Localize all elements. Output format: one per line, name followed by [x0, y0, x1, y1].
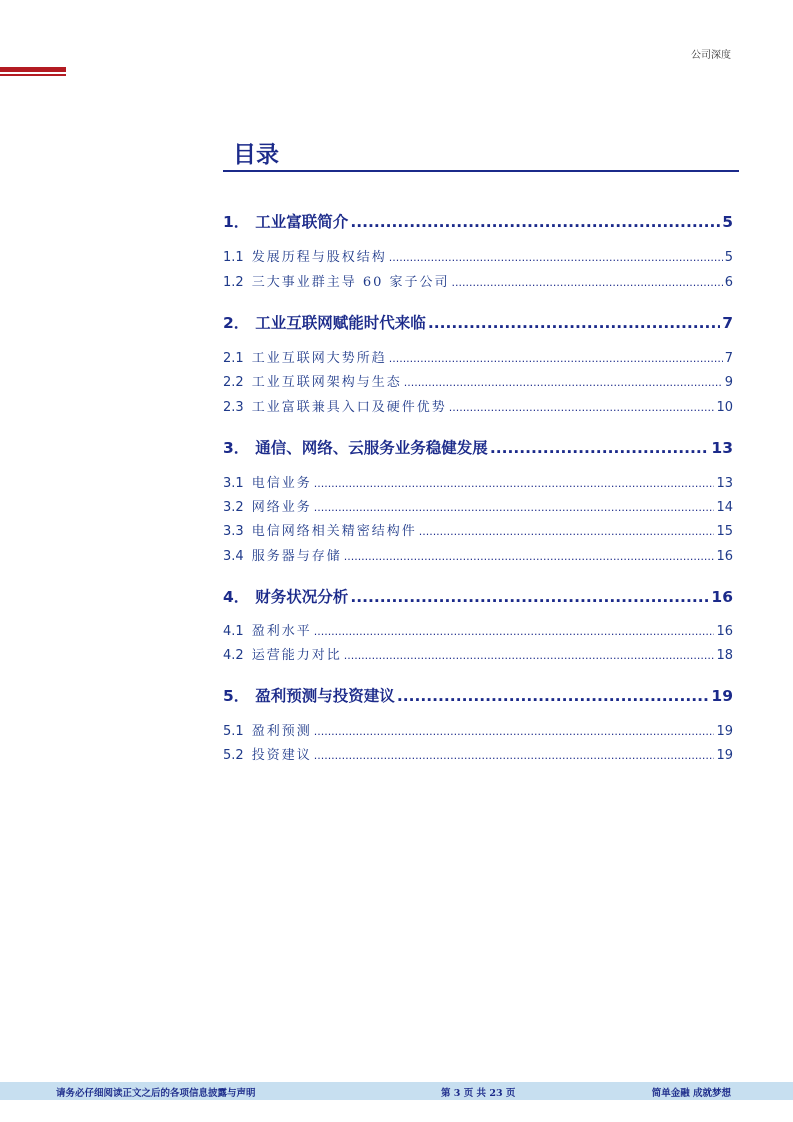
- toc-entry-number: 5．: [223, 687, 250, 705]
- toc-entry-page: 19: [711, 687, 733, 705]
- toc-entry-number: 3.2: [223, 500, 244, 515]
- toc-entry-text: 电信业务: [251, 476, 312, 491]
- toc-entry-page: 16: [716, 549, 733, 564]
- toc-entry-3-4[interactable]: [223, 545, 733, 564]
- toc-entry-3-2[interactable]: [223, 496, 733, 515]
- toc-entry-2-1[interactable]: [223, 347, 733, 366]
- toc-entry-number: 2.1: [223, 351, 244, 366]
- toc-entry-page: 18: [716, 648, 733, 663]
- toc-entry-1-2[interactable]: [223, 271, 733, 290]
- toc-entry-1[interactable]: [223, 210, 733, 232]
- toc-entry-text: 网络业务: [251, 500, 312, 515]
- toc-entry-text: 工业富联简介: [255, 212, 349, 231]
- toc-entry-number: 4．: [223, 588, 250, 606]
- toc-leader-dots: [314, 625, 715, 638]
- toc-leader-dots: [314, 725, 715, 738]
- toc-entry-text: 运营能力对比: [251, 648, 342, 663]
- toc-leader-dots: [314, 749, 715, 762]
- footer-slogan: 简单金融 成就梦想: [651, 1088, 731, 1099]
- toc-entry-3-3[interactable]: [223, 520, 733, 539]
- footer-bar: [0, 1082, 793, 1100]
- toc-entry-text: 盈利水平: [251, 624, 312, 639]
- toc-leader-dots: [314, 501, 715, 514]
- toc-entry-2-2[interactable]: [223, 371, 733, 390]
- toc-entry-text: 通信、网络、云服务业务稳健发展: [255, 438, 488, 457]
- toc-entry-page: 7: [722, 314, 733, 332]
- toc-entry-number: 5.2: [223, 748, 244, 763]
- toc-leader-dots: [397, 687, 710, 705]
- toc-entry-page: 16: [716, 624, 733, 639]
- toc-entry-page: 15: [716, 524, 733, 539]
- toc-leader-dots: [404, 376, 723, 389]
- brand-bar-thin: [0, 74, 66, 76]
- toc-entry-2-3[interactable]: [223, 396, 733, 415]
- title-rule: [223, 170, 739, 172]
- toc-title: 目录: [233, 141, 279, 168]
- toc-entry-text: 工业互联网大势所趋: [251, 351, 387, 366]
- toc-entry-text: 盈利预测: [251, 724, 312, 739]
- toc-entry-page: 16: [711, 588, 733, 606]
- toc-entry-page: 19: [716, 724, 733, 739]
- toc-entry-text: 工业富联兼具入口及硬件优势: [251, 400, 447, 415]
- toc-entry-page: 5: [722, 213, 733, 231]
- toc-entry-page: 19: [716, 748, 733, 763]
- toc-leader-dots: [490, 439, 710, 457]
- toc-entry-text: 财务状况分析: [255, 587, 349, 606]
- toc-entry-page: 9: [724, 375, 733, 390]
- toc-entry-1-1[interactable]: [223, 246, 733, 265]
- toc-entry-page: 13: [716, 476, 733, 491]
- toc-entry-number: 3.3: [223, 524, 244, 539]
- header-label: 公司深度: [691, 50, 731, 61]
- toc-entry-text: 盈利预测与投资建议: [255, 686, 395, 705]
- toc-entry-2[interactable]: [223, 311, 733, 333]
- toc-entry-5[interactable]: [223, 684, 733, 706]
- toc-entry-text: 三大事业群主导 60 家子公司: [251, 275, 450, 290]
- toc-leader-dots: [314, 477, 715, 490]
- toc-entry-4-2[interactable]: [223, 644, 733, 663]
- toc-entry-number: 2.2: [223, 375, 244, 390]
- toc-leader-dots: [452, 276, 723, 289]
- toc-entry-page: 5: [724, 250, 733, 265]
- toc-entry-text: 电信网络相关精密结构件: [251, 524, 417, 539]
- toc-entry-text: 服务器与存储: [251, 549, 342, 564]
- toc-entry-3-1[interactable]: [223, 472, 733, 491]
- toc-entry-number: 3.4: [223, 549, 244, 564]
- toc-leader-dots: [389, 352, 723, 365]
- brand-bar-thick: [0, 67, 66, 72]
- toc-entry-number: 4.2: [223, 648, 244, 663]
- toc-entry-5-2[interactable]: [223, 744, 733, 763]
- toc-leader-dots: [389, 251, 723, 264]
- toc-leader-dots: [350, 213, 720, 231]
- toc-entry-page: 13: [711, 439, 733, 457]
- toc-leader-dots: [344, 649, 715, 662]
- toc-entry-text: 工业互联网赋能时代来临: [255, 313, 426, 332]
- toc-entry-4-1[interactable]: [223, 620, 733, 639]
- toc-entry-page: 7: [724, 351, 733, 366]
- toc-entry-number: 5.1: [223, 724, 244, 739]
- toc-entry-number: 2.3: [223, 400, 244, 415]
- toc-entry-number: 3.1: [223, 476, 244, 491]
- toc-entry-page: 10: [716, 400, 733, 415]
- toc-entry-page: 14: [716, 500, 733, 515]
- toc-leader-dots: [344, 550, 715, 563]
- toc-entry-number: 1．: [223, 213, 250, 231]
- toc-entry-5-1[interactable]: [223, 720, 733, 739]
- toc-entry-number: 2．: [223, 314, 250, 332]
- toc-entry-3[interactable]: [223, 436, 733, 458]
- toc-entry-number: 4.1: [223, 624, 244, 639]
- footer-disclaimer: 请务必仔细阅读正文之后的各项信息披露与声明: [56, 1088, 256, 1099]
- toc-leader-dots: [428, 314, 720, 332]
- toc-entry-text: 投资建议: [251, 748, 312, 763]
- toc-entry-number: 1.1: [223, 250, 244, 265]
- toc-entry-4[interactable]: [223, 585, 733, 607]
- toc-entry-number: 1.2: [223, 275, 244, 290]
- toc-entry-page: 6: [724, 275, 733, 290]
- toc-leader-dots: [350, 588, 709, 606]
- toc-leader-dots: [449, 401, 715, 414]
- toc-entry-number: 3．: [223, 439, 250, 457]
- toc-entry-text: 发展历程与股权结构: [251, 250, 387, 265]
- footer-page-info: 第 3 页 共 23 页: [441, 1088, 516, 1099]
- toc-leader-dots: [419, 525, 715, 538]
- toc-entry-text: 工业互联网架构与生态: [251, 375, 402, 390]
